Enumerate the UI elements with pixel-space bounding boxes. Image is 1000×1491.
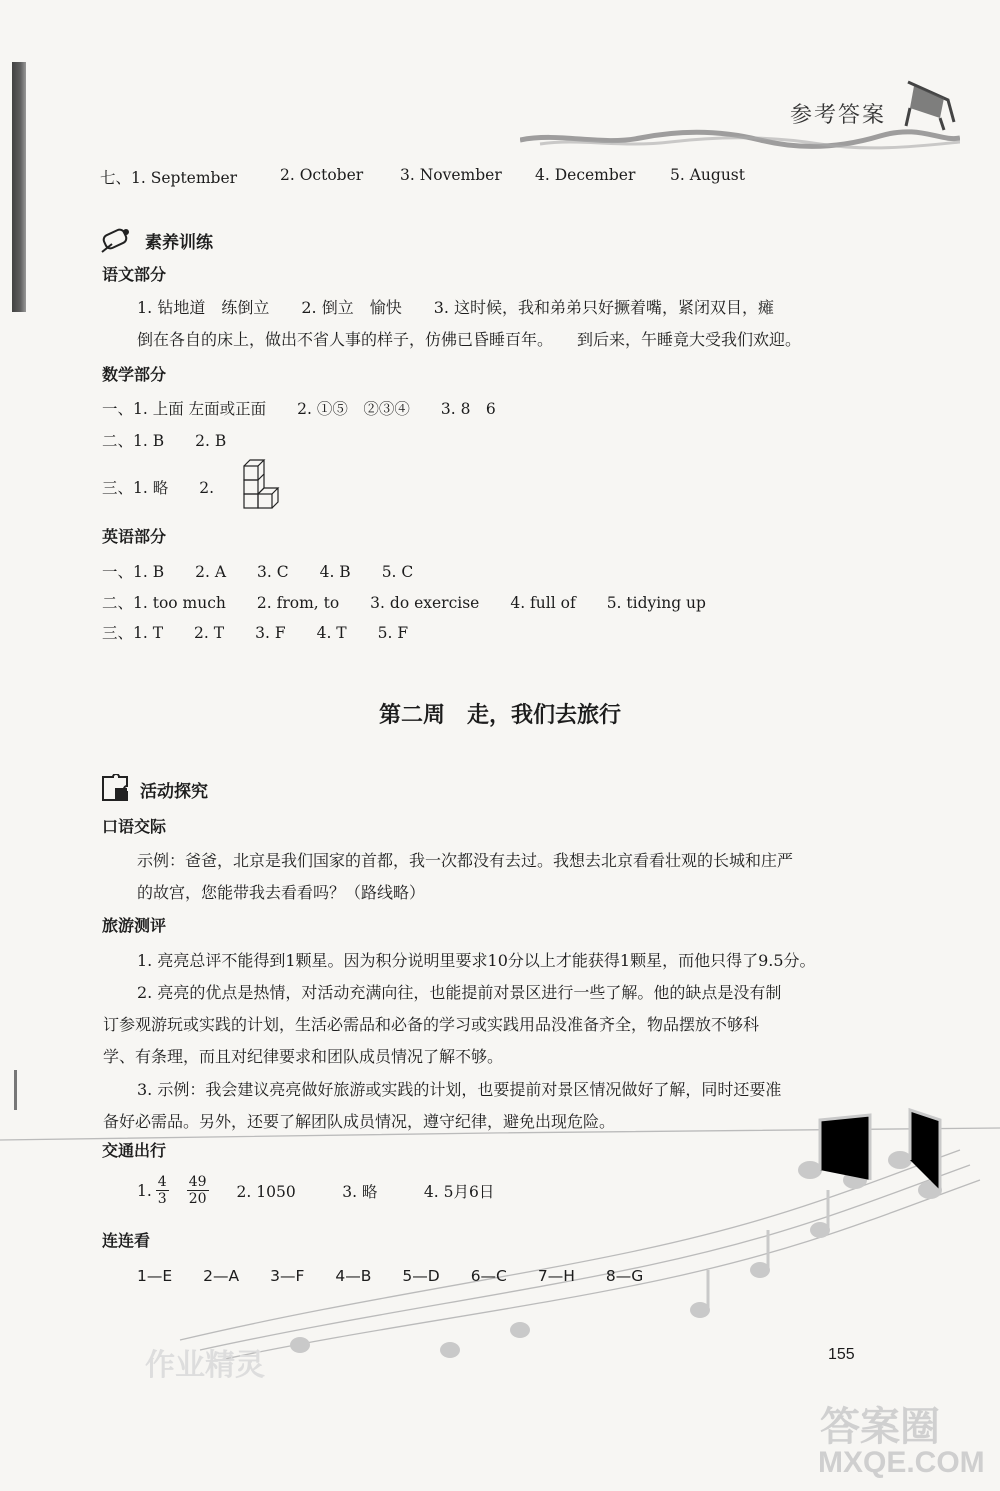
- shuxue-title: 数学部分: [102, 365, 167, 384]
- q7-prefix: 七、1.: [100, 169, 146, 187]
- kouyu-title: 口语交际: [102, 817, 167, 836]
- yuwen-title: 语文部分: [102, 265, 167, 284]
- header-wave-decoration: [520, 118, 960, 158]
- yingyu-title: 英语部分: [102, 527, 167, 546]
- lvyou-p1: 1. 亮亮总评不能得到1颗星。因为积分说明里要求10分以上才能获得1颗星，而他只得了9.5分。: [137, 951, 816, 970]
- lvyou-p2-b: 订参观游玩或实践的计划，生活必需品和必备的学习或实践用品没准备齐全，物品摆放不够科: [103, 1015, 760, 1034]
- yingyu-line-2: 二、1. too much 2. from, to 3. do exercise 4. full of 5. tidying up: [102, 594, 706, 612]
- lianlian-title: 连连看: [102, 1231, 151, 1250]
- fraction-2-denominator: 20: [188, 1191, 207, 1207]
- header-title: 参考答案: [790, 103, 887, 128]
- kouyu-line-1: 示例：爸爸，北京是我们国家的首都，我一次都没有去过。我想去北京看看壮观的长城和庄严: [137, 851, 794, 870]
- jiaotong-rest: 2. 1050 3. 略 4. 5月6日: [236, 1182, 495, 1201]
- shuxue-line-1: 一、1. 上面 左面或正面 2. ①⑤ ②③④ 3. 8 6: [102, 400, 496, 418]
- fraction-2-numerator: 49: [188, 1174, 207, 1190]
- puzzle-icon: [100, 774, 130, 802]
- yuwen-line-2: 倒在各自的床上，做出不省人事的样子，仿佛已昏睡百年。 到后来，午睡竟大受我们欢迎。: [137, 330, 802, 349]
- fraction-1: [156, 1174, 169, 1207]
- cube-stack-figure: [240, 458, 282, 512]
- section-suyang-title: 素养训练: [145, 233, 213, 253]
- yingyu-line-1: 一、1. B 2. A 3. C 4. B 5. C: [102, 563, 414, 581]
- fraction-1-numerator: 4: [157, 1174, 167, 1190]
- watermark-url: MXQE.COM: [818, 1446, 985, 1479]
- fraction-2: [187, 1174, 209, 1207]
- q7-item-5: 5. August: [670, 166, 745, 184]
- jiaotong-line: [137, 1174, 494, 1207]
- q7-item-4: 4. December: [535, 166, 636, 184]
- scroll-pen-icon: [100, 226, 132, 254]
- lianlian-line: 1—E 2—A 3—F 4—B 5—D 6—C 7—H 8—G: [137, 1267, 644, 1285]
- lvyou-p3-a: 3. 示例：我会建议亮亮做好旅游或实践的计划，也要提前对景区情况做好了解，同时还要准: [137, 1080, 782, 1099]
- q7-item-1: September: [150, 169, 238, 187]
- shuxue-line-2: 二、1. B 2. B: [102, 432, 227, 450]
- yuwen-line-1: 1. 钻地道 练倒立 2. 倒立 愉快 3. 这时候，我和弟弟只好撅着嘴，紧闭双目，瘫: [137, 298, 775, 317]
- page-number: 155: [828, 1346, 855, 1363]
- lvyou-p3-b: 备好必需品。另外，还要了解团队成员情况，遵守纪律，避免出现危险。: [103, 1112, 616, 1131]
- shuxue-line-3: 三、1. 略 2.: [102, 479, 215, 497]
- watermark-zuoye: 作业精灵: [145, 1348, 265, 1383]
- yingyu-line-3: 三、1. T 2. T 3. F 4. T 5. F: [102, 624, 409, 642]
- book-spine-shadow: [12, 62, 26, 312]
- beach-chair-icon: [900, 74, 962, 132]
- chapter-title: 第二周 走，我们去旅行: [378, 703, 621, 728]
- section-huodong-title: 活动探究: [140, 782, 208, 802]
- lvyou-p2-a: 2. 亮亮的优点是热情，对活动充满向往，也能提前对景区进行一些了解。他的缺点是没有制: [137, 983, 782, 1002]
- lvyou-p2-c: 学、有条理，而且对纪律要求和团队成员情况了解不够。: [103, 1047, 504, 1066]
- q7-item-3: 3. November: [400, 166, 502, 184]
- q7-line: [100, 166, 237, 188]
- jiaotong-title: 交通出行: [102, 1141, 167, 1160]
- kouyu-line-2: 的故宫，您能带我去看看吗？（路线略）: [137, 883, 426, 902]
- fraction-1-denominator: 3: [157, 1191, 167, 1207]
- q7-item-2: 2. October: [280, 166, 364, 184]
- lvyou-title: 旅游测评: [102, 916, 167, 935]
- jiaotong-prefix: 1.: [137, 1181, 152, 1200]
- watermark-daanquan: 答案圈: [820, 1404, 940, 1450]
